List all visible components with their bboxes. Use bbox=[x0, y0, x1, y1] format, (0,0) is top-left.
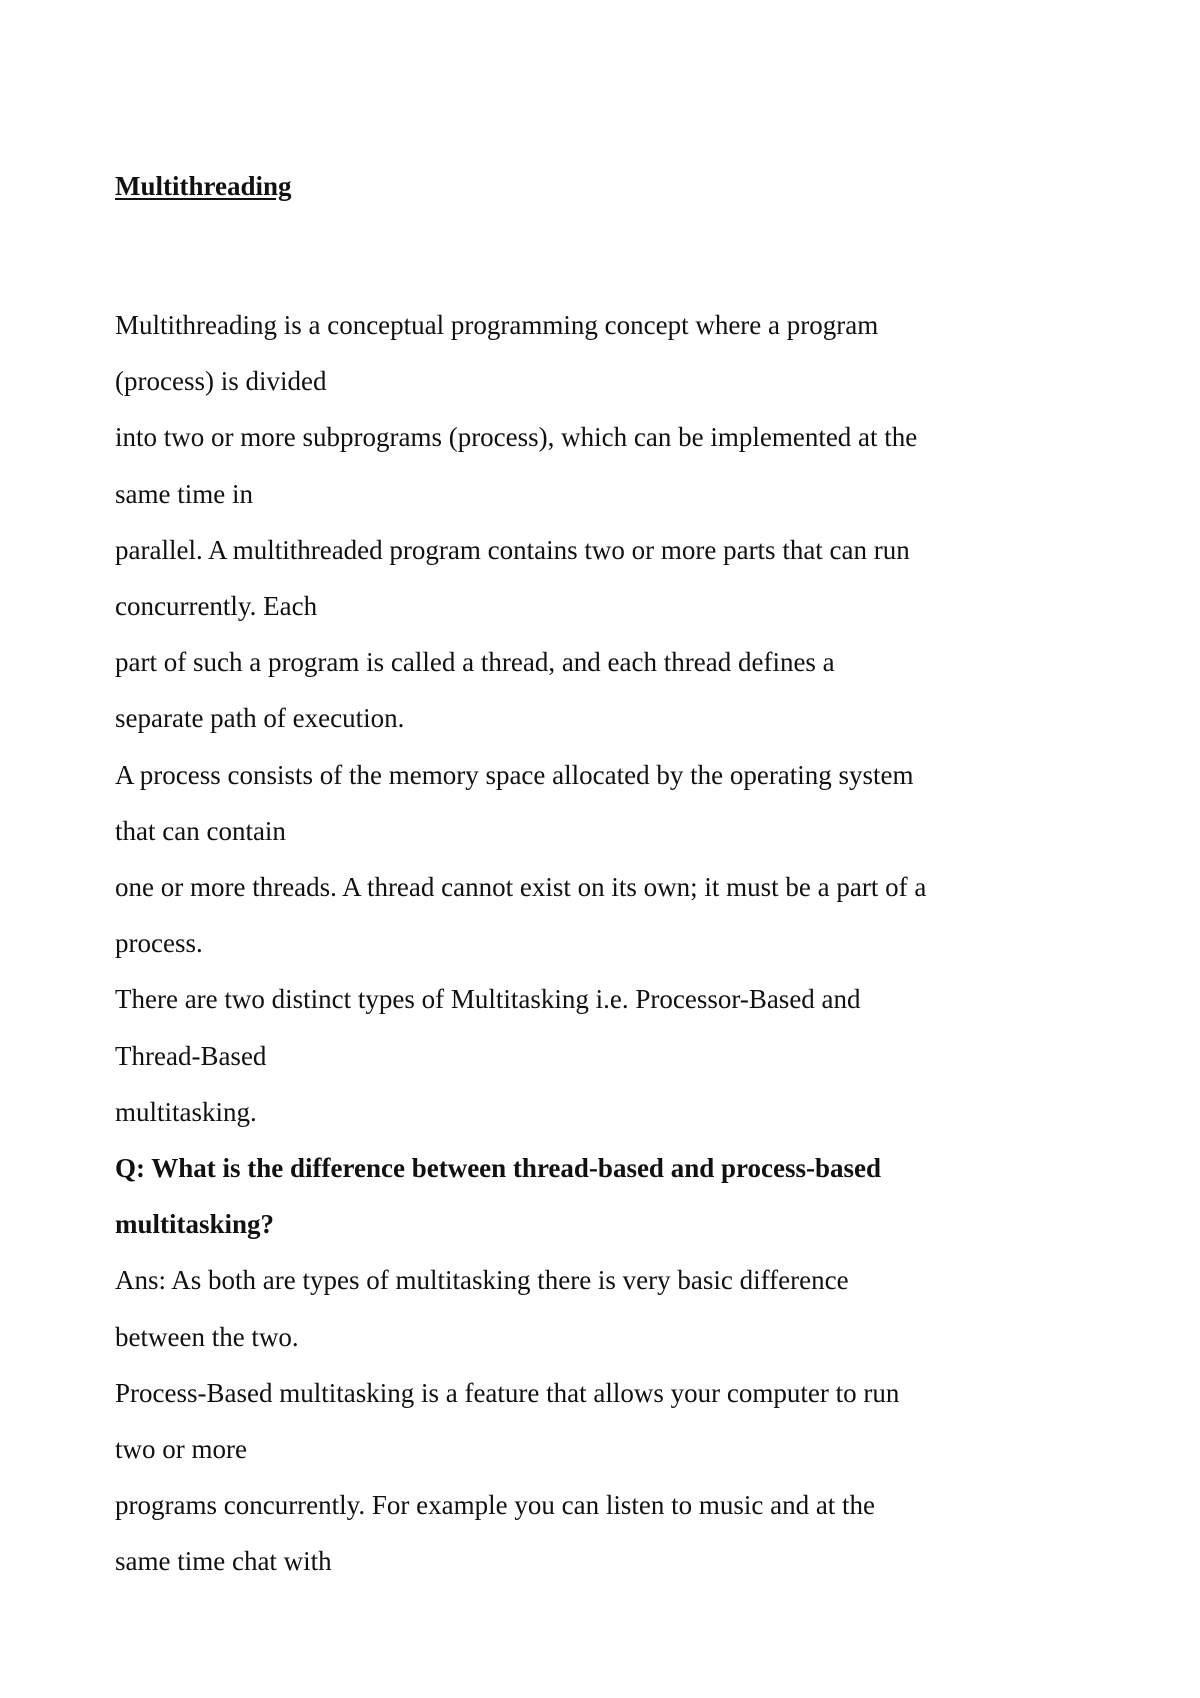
answer-line: Process-Based multitasking is a feature that allows your computer to run bbox=[115, 1377, 900, 1408]
body-line: one or more threads. A thread cannot exist on its own; it must be a part of a bbox=[115, 872, 927, 903]
body-line: Thread-Based bbox=[115, 1040, 267, 1071]
body-line: into two or more subprograms (process), which can be implemented at the bbox=[115, 422, 918, 453]
answer-line: programs concurrently. For example you can listen to music and at the bbox=[115, 1490, 876, 1521]
body-line: parallel. A multithreaded program contains two or more parts that can run bbox=[115, 534, 910, 565]
answer-line: Ans: As both are types of multitasking there is very basic difference bbox=[115, 1265, 849, 1296]
body-line: (process) is divided bbox=[115, 366, 327, 397]
body-line: concurrently. Each bbox=[115, 591, 318, 622]
body-line: There are two distinct types of Multitasking i.e. Processor-Based and bbox=[115, 984, 861, 1015]
answer-line: two or more bbox=[115, 1434, 247, 1465]
body-line: process. bbox=[115, 928, 203, 959]
answer-line: between the two. bbox=[115, 1321, 299, 1352]
document-body bbox=[115, 168, 1105, 1590]
question-line: Q: What is the difference between thread-based and process-based bbox=[115, 1153, 881, 1184]
body-line: separate path of execution. bbox=[115, 703, 405, 734]
body-line: Multithreading is a conceptual programming concept where a program bbox=[115, 310, 879, 340]
body-line: same time in bbox=[115, 478, 253, 509]
title-spacer bbox=[115, 204, 1105, 297]
body-line: A process consists of the memory space allocated by the operating system bbox=[115, 759, 914, 790]
document-title: Multithreading bbox=[115, 171, 292, 201]
body-line: that can contain bbox=[115, 815, 286, 846]
body-line: part of such a program is called a thread, and each thread defines a bbox=[115, 647, 835, 678]
question-line: multitasking? bbox=[115, 1209, 275, 1240]
body-line: multitasking. bbox=[115, 1096, 257, 1127]
answer-line: same time chat with bbox=[115, 1546, 332, 1577]
